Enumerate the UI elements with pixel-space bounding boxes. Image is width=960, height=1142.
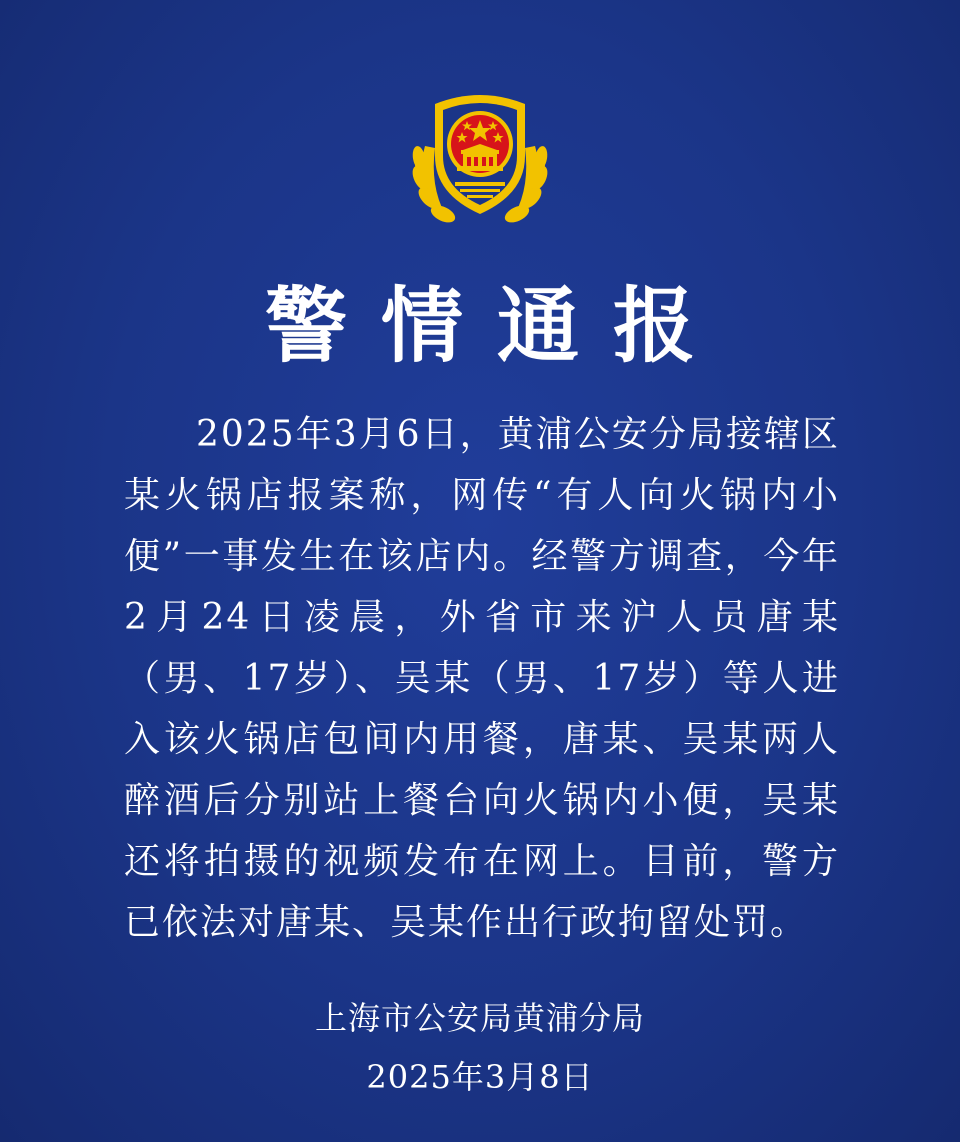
notice-title: 警情通报 bbox=[264, 279, 729, 374]
police-emblem-icon bbox=[405, 86, 555, 236]
notice-issuer: 上海市公安局黄浦分局 bbox=[314, 999, 645, 1037]
notice-date: 2025年3月8日 bbox=[366, 1058, 594, 1096]
notice-body: 2025年3月6日，黄浦公安分局接辖区某火锅店报案称，网传“有人向火锅内小便”一事发生在该店内。经警方调查，今年2月24日凌晨，外省市来沪人员唐某（男、17岁）、吴某（男、17岁）等人进入该火锅店包间内用餐，唐某、吴某两人醉酒后分别站上餐台向火锅内小便，吴某还将拍摄的视频发布在网上。目前，警方已依法对唐某、吴某作出行政拘留处罚。 bbox=[124, 414, 840, 943]
